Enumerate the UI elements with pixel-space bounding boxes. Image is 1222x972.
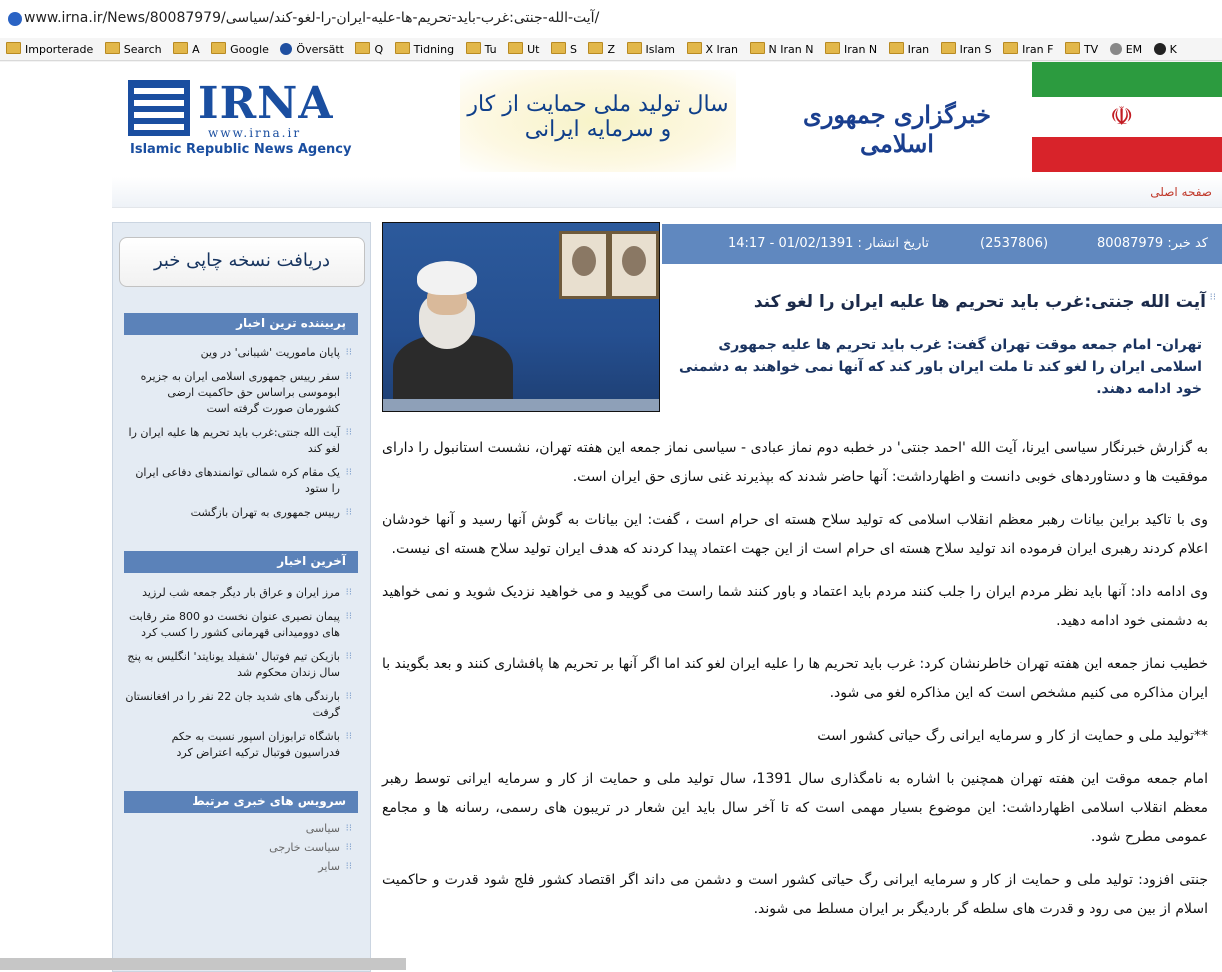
list-item[interactable]: پایان ماموریت 'شیبانی' در وین ⁝⁝ (124, 345, 352, 361)
list-item[interactable]: بازیکن تیم فوتبال 'شفیلد یونایتد' انگلیس به پنج سال زندان محکوم شد ⁝⁝ (124, 649, 352, 681)
clock-icon (1154, 43, 1166, 55)
bookmark-k[interactable]: K (1154, 39, 1179, 56)
translate-icon (280, 43, 292, 55)
portrait-frame (559, 231, 609, 299)
folder-icon (889, 42, 904, 54)
list-item[interactable]: سفر رییس جمهوری اسلامی ایران به جزیره ابوموسی براساس حق حاکمیت ارضی کشورمان صورت گرفته است ⁝⁝ (124, 369, 352, 417)
most-viewed-heading: پربیننده ترین اخبار (124, 313, 358, 335)
bookmark-tidning[interactable]: Tidning (395, 38, 456, 56)
folder-icon (395, 42, 410, 54)
article-headline: آیت الله جنتی:غرب باید تحریم ها علیه ایران را لغو کند (753, 292, 1206, 312)
article-subheading: **تولید ملی و حمایت از کار و سرمایه ایرانی رگ حیاتی کشور است (817, 728, 1208, 744)
related-services-heading: سرویس های خبری مرتبط (124, 791, 358, 813)
bookmark-a[interactable]: A (173, 38, 202, 56)
news-code: کد خبر: 80087979 (1097, 236, 1208, 251)
article-info-bar (662, 224, 1222, 264)
article-paragraph: جنتی افزود: تولید ملی و حمایت از کار و سرمایه ایرانی رگ حیاتی کشور است و دشمن می داند اگر اقتصاد کشور فلج شود قدرت و حاکمیت اسلام از بین می رود و قدرت های سلطه گر باردیگر بر ایران مسلط می شوند. (382, 872, 1208, 917)
article-paragraph: به گزارش خبرنگار سیاسی ایرنا، آیت الله 'احمد جنتی' در خطبه دوم نماز عبادی - سیاسی نماز جمعه این هفته تهران، نشست استانبول را دارای موفقیت ها و دستاوردهای خوبی دانست و اظهارداشت: آنها حاضر شدند که بپذیرند غنی سازی حق ایران است. (382, 440, 1208, 485)
bookmark-tu[interactable]: Tu (466, 38, 499, 56)
article-photo (382, 222, 660, 412)
bookmarks-bar (0, 38, 1222, 61)
news-number: (2537806) (980, 236, 1049, 251)
folder-icon (355, 42, 370, 54)
folder-icon (173, 42, 188, 54)
bookmark-x-iran[interactable]: X Iran (687, 38, 741, 56)
list-item[interactable]: باشگاه ترابوزان اسپور نسبت به حکم فدراسیون فوتبال ترکیه اعتراض کرد ⁝⁝ (124, 729, 352, 761)
flag-emblem-icon: ☫ (1110, 102, 1134, 132)
horizontal-scrollbar[interactable] (0, 958, 406, 970)
iran-flag-image (1032, 62, 1222, 172)
logo-name: IRNA (198, 78, 334, 129)
year-slogan-banner (460, 70, 736, 172)
folder-icon (825, 42, 840, 54)
sidebar (112, 222, 371, 972)
slogan-text: سال تولید ملی حمایت از کار و سرمایه ایرانی (467, 92, 729, 142)
article-paragraph: وی ادامه داد: آنها باید نظر مردم ایران را جلب کنند مردم باید اعتماد و باور کنند شما راست می گویید و می خواهید نزدیک شوید و نمی خواهید به دشمنی خود ادامه دهید. (382, 584, 1208, 629)
irna-page (112, 62, 1222, 970)
folder-icon (6, 42, 21, 54)
list-item[interactable]: پیمان نصیری عنوان نخست دو 800 متر رقابت های دوومیدانی قهرمانی کشور را کسب کرد ⁝⁝ (124, 609, 352, 641)
folder-icon (750, 42, 765, 54)
site-header (112, 62, 1222, 177)
bookmark-oversatt[interactable]: Översätt (280, 39, 346, 56)
related-services-list (124, 821, 352, 878)
irna-logo[interactable] (128, 78, 352, 160)
logo-url: www.irna.ir (208, 126, 302, 140)
article-body (382, 434, 1208, 938)
bookmark-tv[interactable]: TV (1065, 38, 1100, 56)
list-item[interactable]: سایر ⁝⁝ (124, 859, 352, 875)
article-paragraph: وی با تاکید براین بیانات رهبر معظم انقلاب اسلامی که تولید سلاح هسته ای حرام است ، گفت: این بیانات به گوش آنها رسید و آنها خودشان اعلام کردند رهبری ایران فرموده اند تولید سلاح هسته ای حرام است از این جهت اعتماد پیدا کردند که هدف ایران تولید سلاح هسته ای نیست. (382, 512, 1208, 557)
bookmark-iran[interactable]: Iran (889, 38, 931, 56)
bookmark-importerade[interactable]: Importerade (6, 38, 95, 56)
list-item[interactable]: سیاست خارجی ⁝⁝ (124, 840, 352, 856)
article-lead: تهران- امام جمعه موقت تهران گفت: غرب باید تحریم ها علیه جمهوری اسلامی ایران را لغو کند تا ملت ایران باور کند که آنها نمی خواهند به دشمنی خود ادامه دهند. (679, 337, 1202, 397)
print-version-button[interactable] (119, 237, 365, 287)
list-item[interactable]: بارندگی های شدید جان 22 نفر را در افغانستان گرفت ⁝⁝ (124, 689, 352, 721)
most-viewed-list (124, 345, 352, 529)
folder-icon (1003, 42, 1018, 54)
publish-date: تاریخ انتشار : 01/02/1391 - 14:17 (728, 236, 930, 251)
bookmark-iran-n[interactable]: Iran N (825, 38, 879, 56)
globe-icon (8, 12, 22, 26)
dots-icon: ⁝⁝ (1209, 292, 1216, 303)
bookmark-s[interactable]: S (551, 38, 579, 56)
article-paragraph: خطیب نماز جمعه این هفته تهران خاطرنشان کرد: غرب باید تحریم ها را علیه ایران لغو کند اما اگر آنها بر تحریم ها پافشاری کنند و بعد بگویند با ایران مذاکره می کنیم مشخص است که این مذاکره لغو می شود. (382, 656, 1208, 701)
bookmark-search[interactable]: Search (105, 38, 164, 56)
print-version-label: دریافت نسخه چاپی خبر (153, 250, 331, 271)
logo-tagline: Islamic Republic News Agency (130, 142, 352, 157)
globe-icon (1110, 43, 1122, 55)
folder-icon (508, 42, 523, 54)
folder-icon (211, 42, 226, 54)
bookmark-google[interactable]: Google (211, 38, 271, 56)
list-item[interactable]: آیت الله جنتی:غرب باید تحریم ها علیه ایران را لغو کند ⁝⁝ (124, 425, 352, 457)
portrait-frame (609, 231, 659, 299)
bookmark-iran-f[interactable]: Iran F (1003, 38, 1055, 56)
bookmark-em[interactable]: EM (1110, 39, 1144, 56)
folder-icon (941, 42, 956, 54)
folder-icon (105, 42, 120, 54)
bookmark-ut[interactable]: Ut (508, 38, 541, 56)
list-item[interactable]: یک مقام کره شمالی توانمندهای دفاعی ایران را ستود ⁝⁝ (124, 465, 352, 497)
folder-icon (687, 42, 702, 54)
list-item[interactable]: سیاسی ⁝⁝ (124, 821, 352, 837)
nav-home-link[interactable]: صفحه اصلی (1150, 185, 1212, 199)
bookmark-islam[interactable]: Islam (627, 38, 678, 56)
address-bar[interactable] (0, 0, 1222, 39)
folder-icon (466, 42, 481, 54)
bookmark-q[interactable]: Q (355, 38, 385, 56)
article-area (382, 222, 1222, 970)
folder-icon (551, 42, 566, 54)
article-paragraph: امام جمعه موقت این هفته تهران همچنین با اشاره به نامگذاری سال 1391، سال تولید ملی و حمایت از کار و سرمایه ایرانی توسط رهبر معظم انقلاب اسلامی اظهارداشت: این موضوع بسیار مهمی است که تا آخر سال باید این شعار در تریبون های رسمی، رسانه ها و مجامع عمومی مطرح شود. (382, 771, 1208, 845)
folder-icon (1065, 42, 1080, 54)
folder-icon (588, 42, 603, 54)
latest-news-heading: آخرین اخبار (124, 551, 358, 573)
latest-news-list (124, 585, 352, 769)
list-item[interactable]: رییس جمهوری به تهران بازگشت ⁝⁝ (124, 505, 352, 521)
logo-emblem (128, 80, 190, 136)
agency-title: خبرگزاری جمهوری اسلامی (803, 100, 991, 158)
bookmark-n-iran-n[interactable]: N Iran N (750, 38, 816, 56)
bookmark-z[interactable]: Z (588, 38, 617, 56)
list-item[interactable]: مرز ایران و عراق بار دیگر جمعه شب لرزید ⁝⁝ (124, 585, 352, 601)
browser-chrome (0, 0, 1222, 62)
url-text[interactable]: www.irna.ir/News/80087979/آیت-الله-جنتی:غرب-باید-تحریم-ها-علیه-ایران-را-لغو-کند/سیاسی/ (24, 10, 600, 26)
folder-icon (627, 42, 642, 54)
main-nav (112, 177, 1222, 208)
bookmark-iran-s[interactable]: Iran S (941, 38, 994, 56)
